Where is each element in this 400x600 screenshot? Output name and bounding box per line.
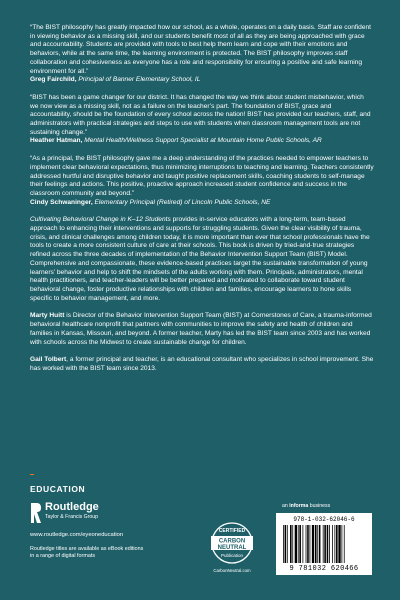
carbon-badge-main: CARBON bbox=[218, 538, 246, 545]
author-bio-text: , a former principal and teacher, is an educational consultant who specializes in school improvement. She has worked with the BIST team since 2013. bbox=[30, 356, 374, 372]
endorsement-quote bbox=[30, 94, 374, 146]
author-name: Marty Huitt bbox=[30, 312, 65, 320]
quote-text: “The BIST philosophy has greatly impacted how our school, as a whole, operates on a daily basis. Staff are confident in viewing behavior as a missing skill, and our students benefit most of all as they are being approached with grace and accountability. Students are provided with tools to best help them learn and cope with their emotions and behaviors, while at the same time, the learning environment is protected. The BIST philosophy improves staff collaboration and cohesiveness as everyone has a role and responsibility for ensuring a positive and safe learning environment for all.” bbox=[30, 24, 371, 75]
quote-author: Greg Fairchild bbox=[30, 76, 75, 84]
endorsement-quote bbox=[30, 24, 374, 85]
ebook-note-line: in a range of digital formats bbox=[30, 552, 96, 559]
quote-text: “BIST has been a game changer for our district. It has changed the way we think about student misbehavior, which we now view as a missing skill, not as a failure on the teacher’s part. The foundation of BIST, grace and accountability, should be the foundation of every school across the nation! BIST has provided our teachers, staff, and administrators with practical strategies and steps to use with students when classroom management tools are not sustaining change.” bbox=[30, 93, 371, 136]
informa-tagline bbox=[282, 503, 330, 509]
quote-attribution: Cindy Schwaninger, Elementary Principal (Retired) of Lincoln Public Schools, NE bbox=[30, 198, 271, 206]
informa-suffix: business bbox=[308, 503, 331, 509]
quote-text: “As a principal, the BIST philosophy gave me a deep understanding of the practices needed to empower teachers to implement clear behavioral expectations, thus minimizing interruptions to teaching and learning. Teachers consistently addressed hurtful and disruptive behavior and taught positive replacement skills, coaching students to self-manage their feelings and actions. This positive, proactive approach increased student confidence and success in the classroom community and beyond.” bbox=[30, 155, 374, 197]
routledge-logo-icon bbox=[30, 502, 42, 524]
quote-author-title: Principal of Banner Elementary School, IL bbox=[78, 76, 201, 84]
category-label: EDUCATION bbox=[30, 484, 86, 494]
author-bio bbox=[30, 356, 374, 373]
carbon-badge-sub: Publication bbox=[220, 553, 244, 558]
quote-author: Cindy Schwaninger bbox=[30, 198, 91, 206]
carbon-badge-top: CERTIFIED bbox=[218, 528, 246, 534]
book-description bbox=[30, 216, 374, 303]
publisher-group: Taylor & Francis Group bbox=[45, 514, 99, 520]
carbon-neutral-badge-icon bbox=[205, 519, 259, 575]
isbn-barcode bbox=[276, 513, 372, 575]
author-bio-text: is Director of the Behavior Intervention Support Team (BIST) at Cornerstones of Care, a trauma-informed behavioral healthcare nonprofit that partners with communities to improve the safety and health of children and families in Kansas, Missouri, and beyond. A former teacher, Marty has led the BIST team since 2003 and has worked with schools across the Midwest to create sustainable change for children. bbox=[30, 312, 372, 346]
quote-author: Heather Hatman bbox=[30, 137, 81, 145]
isbn-number: 9 781032 620466 bbox=[289, 565, 359, 573]
informa-prefix: an bbox=[282, 503, 290, 509]
carbon-badge-main: NEUTRAL bbox=[217, 545, 247, 551]
quote-attribution: Greg Fairchild, Principal of Banner Elementary School, IL bbox=[30, 76, 201, 84]
quote-attribution: Heather Hatman, Mental Health/Wellness Support Specialist at Mountain Home Public Schools, AR bbox=[30, 137, 322, 145]
isbn-label: 978-1-032-62046-6 bbox=[293, 516, 355, 523]
ebook-note bbox=[30, 546, 143, 560]
barcode-icon bbox=[283, 525, 365, 563]
author-bio bbox=[30, 312, 374, 347]
publisher-name: Routledge bbox=[45, 501, 99, 513]
informa-brand: informa bbox=[289, 503, 309, 509]
accent-rule bbox=[30, 474, 34, 475]
back-cover-text bbox=[30, 24, 374, 383]
author-name: Gail Tolbert bbox=[30, 356, 67, 364]
quote-author-title: Mental Health/Wellness Support Specialist at Mountain Home Public Schools, AR bbox=[84, 137, 322, 145]
carbon-badge-url: CarbonNeutral.com bbox=[213, 568, 251, 573]
book-title: Cultivating Behavioral Change in K–12 Students bbox=[30, 216, 171, 224]
publisher-url[interactable]: www.routledge.com/eyeoneducation bbox=[30, 532, 124, 538]
quote-author-title: Elementary Principal (Retired) of Lincoln Public Schools, NE bbox=[94, 198, 271, 206]
routledge-logo-row bbox=[30, 502, 143, 524]
publisher-block bbox=[30, 484, 143, 560]
book-description-text: provides in-service educators with a long-term, team-based approach to enhancing their interventions and supports for struggling students. Given the clear visibility of trauma, crisis, and clinical challenges among children today, it is more important than ever that school professionals have the tools to create a more consistent culture of care at their schools. This book is driven by tried-and-true strategies refined across the three decades of implementation of the Behavior Intervention Support Team (BIST) Model. Comprehensive and compassionate, these evidence-based practices target the sustainable transformation of young learners’ behavior and help to shift the mindsets of the adults working with them. Principals, administrators, mental health practitioners, and teacher-leaders will be better prepared and motivated to collaborate toward student behavioral change, foster productive relationships with children and families, encourage learners to hone skills specific to behavior management, and more. bbox=[30, 216, 370, 302]
ebook-note-line: Routledge titles are available as eBook editions bbox=[30, 546, 144, 552]
endorsement-quote bbox=[30, 155, 374, 207]
